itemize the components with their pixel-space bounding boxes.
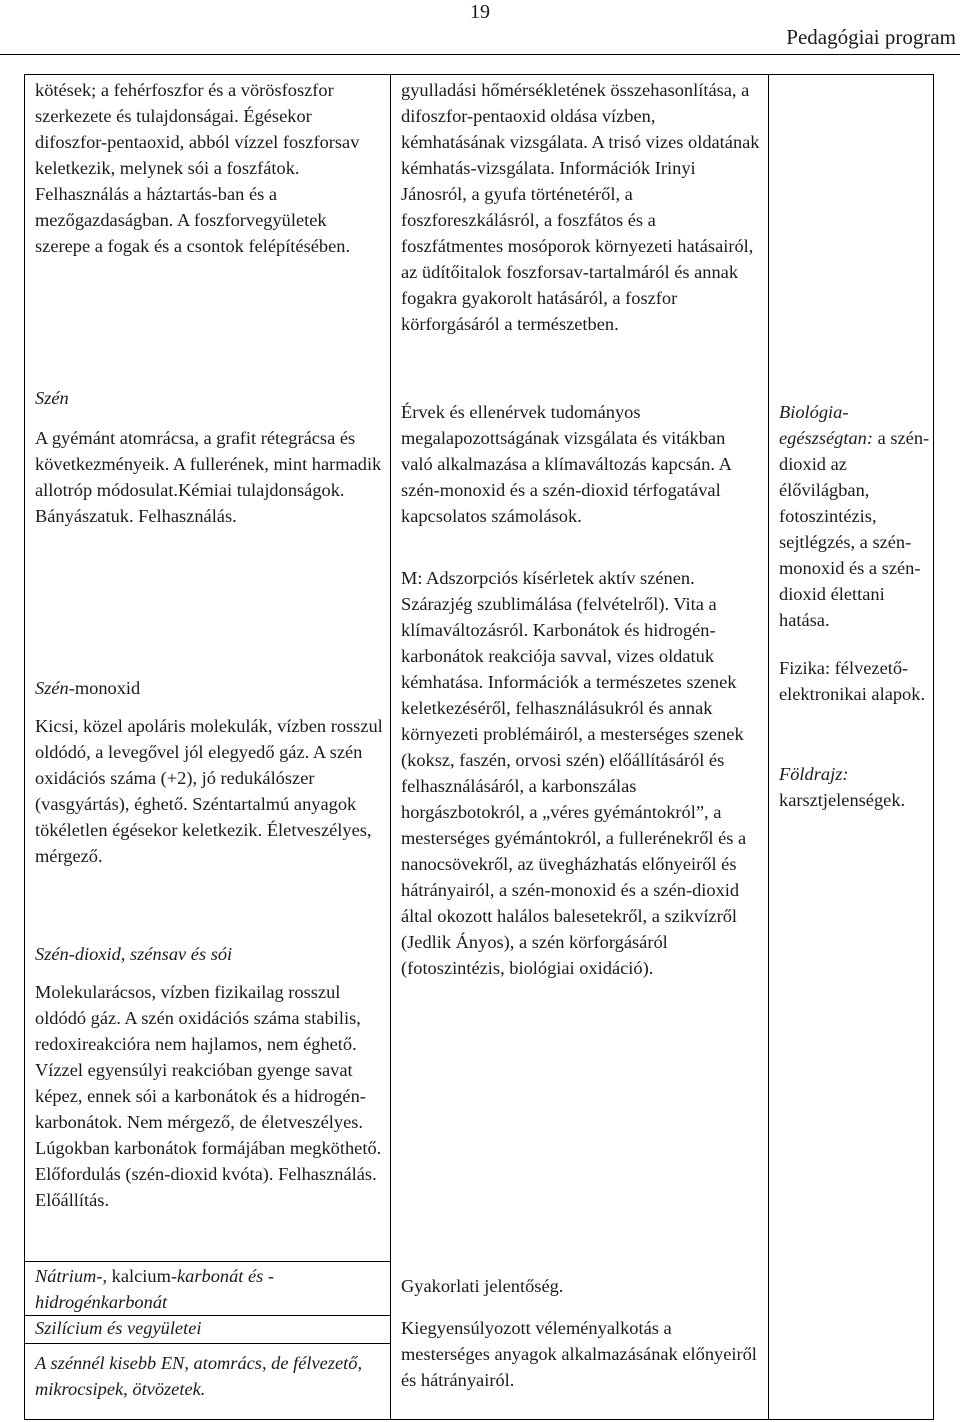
connections-column [769,75,934,1419]
carbonate-part3: karbonát és - hidrogénkarbonát [35,1266,275,1312]
practical-importance: Gyakorlati jelentőség. [401,1276,564,1296]
geography-connection [779,761,931,813]
biology-text: a szén-dioxid az élővilágban, fotoszintézis, sejtlégzés, a szén-monoxid és a szén-dioxid élettani hatása. [779,428,930,630]
activities-column [391,75,769,1419]
carbon-heading: Szén [35,388,69,408]
geography-heading: Földrajz: [779,764,849,784]
carbon-dioxide-heading: Szén-dioxid, szénsav és sói [35,944,233,964]
climate-activities: Érvek és ellenérvek tudományos megalapozottságának vizsgálata és vitákban való alkalmazása a klímaváltozás kapcsán. A szén-monoxid és a szén-dioxid térfogatával kapcsolatos számolások. [401,402,731,526]
geography-text: karsztjelenségek. [779,790,906,810]
header-title: Pedagógiai program [786,25,956,49]
carbon-dioxide-text: Molekularácsos, vízben fizikailag rosszul oldódó gáz. A szén oxidációs száma stabilis, redoxireakcióra nem hajlamos, nem éghető. Vízzel egyensúlyi reakcióban gyenge savat képez, ennek sói a karbonátok és a hidrogén-karbonátok. Nem mérgező, de életveszélyes. Lúgokban karbonátok formájában megköthető. Előfordulás (szén-dioxid kvóta). Felhasználás. Előállítás. [35,982,382,1210]
carbonate-part2: , kalcium- [102,1266,178,1286]
balanced-opinion: Kiegyensúlyozott véleményalkotás a mesterséges anyagok alkalmazásának előnyeiről és hátrányairól. [401,1318,757,1390]
page-number: 19 [470,1,490,23]
content-table [24,74,934,1420]
carbon-monoxide-heading [35,675,385,701]
physics-connection: Fizika: félvezető-elektronikai alapok. [779,658,926,704]
carbon-text: A gyémánt atomrácsa, a grafit rétegrácsa és következményeik. A fullerének, mint harmadik allotróp módosulat.Kémiai tulajdonságok. Bányászatuk. Felhasználás. [35,428,382,526]
phosphorus-activities: gyulladási hőmérsékletének összehasonlítása, a difoszfor-pentaoxid oldása vízben, kémhatásának vizsgálata. A trisó vizes oldatának kémhatás-vizsgálata. Információk Irinyi Jánosról, a gyufa történetéről, a foszforeszkálásról, a foszfátos és a foszfátmentes mosóporok környezeti hatásairól, az üdítőitalok foszforsav-tartalmáról és annak fogakra gyakorolt hatásáról, a foszfor körforgásáról a természetben. [401,80,760,334]
carbon-experiments: M: Adszorpciós kísérletek aktív szénen. Szárazjég szublimálása (felvételről). Vita a klímaváltozásról. Karbonátok és hidrogén-karbonátok reakciója savval, vizes oldatuk kémhatása. Információk a természetes szenek keletkezéséről, felhasználásukról és annak környezeti problémáiról, a mesterséges szenek (koksz, faszén, orvosi szén) előállításáról és felhasználásáról, a karbonszálas horgászbotokról, a „véres gyémántokról”, a mesterséges gyémántokról, a fullerénekről és a nanocsövekről, az üvegházhatás előnyeiről és hátrányairól, a szén-monoxid és a szén-dioxid által okozott halálos balesetekről, a szikvízről (Jedlik Ányos), a szén körforgásáról (fotoszintézis, biológiai oxidáció). [401,568,747,978]
content-column [25,75,391,1419]
carbon-monoxide-text: Kicsi, közel apoláris molekulák, vízben rosszul oldódó, a levegővel jól elegyedő gáz. A szén oxidációs száma (+2), jó redukálószer (vasgyártás), éghető. Széntartalmú anyagok tökéletlen égésekor keletkezik. Életveszélyes, mérgező. [35,716,383,866]
biology-heading: Biológia-egészségtan: [779,402,873,448]
cell-divider [25,1343,390,1344]
carbon-monoxide-heading-italic: Szén [35,678,69,698]
cell-divider [25,1261,390,1262]
carbonate-heading [35,1263,385,1315]
carbonate-part1: Nátrium- [35,1266,103,1286]
silicon-heading: Szilícium és vegyületei [35,1318,202,1338]
silicon-text: A szénnél kisebb EN, atomrács, de félvezető, mikrocsipek, ötvözetek. [35,1353,363,1399]
carbon-monoxide-heading-rest: -monoxid [68,678,141,698]
biology-connection [779,399,931,633]
phosphorus-text: kötések; a fehérfoszfor és a vörösfoszfor szerkezete és tulajdonságai. Égésekor difoszfor-pentaoxid, abból vízzel foszforsav keletkezik, melynek sói a foszfátok. Felhasználás a háztartás-ban és a mezőgazdaságban. A foszforvegyületek szerepe a fogak és a csontok felépítésében. [35,80,360,256]
header-rule [0,54,960,55]
